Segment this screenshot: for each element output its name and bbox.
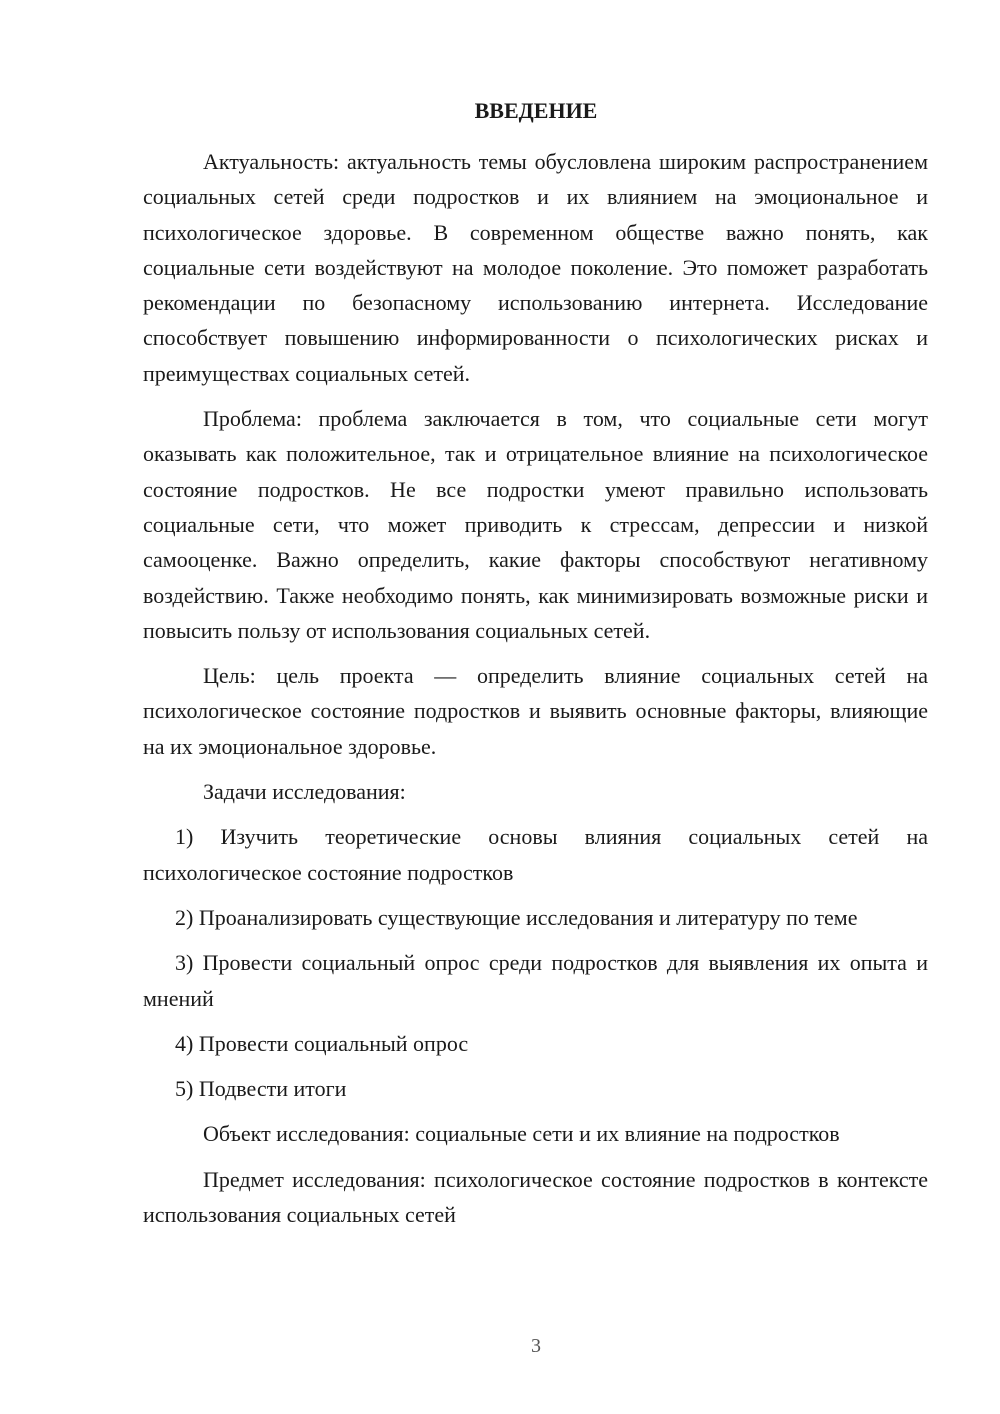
paragraph-problem: Проблема: проблема заключается в том, что социальные сети могут оказывать как положительное, так и отрицательное влияние на психологическое состояние подростков. Не все подростки умеют правильно использовать социальные сети, что может приводить к стрессам, депрессии и низкой самооценке. Важно определить, какие факторы способствуют негативному воздействию. Также необходимо понять, как минимизировать возможные риски и повысить пользу от использования социальных сетей. bbox=[143, 406, 928, 643]
task-item-1: 1) Изучить теоретические основы влияния социальных сетей на психологическое состояние подростков bbox=[143, 824, 928, 885]
task-item-5: 5) Подвести итоги bbox=[175, 1076, 347, 1102]
task-item-3: 3) Провести социальный опрос среди подростков для выявления их опыта и мнений bbox=[143, 950, 928, 1011]
paragraph-object: Объект исследования: социальные сети и их влияние на подростков bbox=[203, 1121, 840, 1147]
tasks-heading: Задачи исследования: bbox=[203, 779, 406, 805]
document-body bbox=[143, 144, 928, 1242]
paragraph-subject: Предмет исследования: психологическое состояние подростков в контексте использования социальных сетей bbox=[143, 1166, 928, 1228]
task-item-2: 2) Проанализировать существующие исследования и литературу по теме bbox=[175, 904, 858, 930]
paragraph-goal: Цель: цель проекта — определить влияние социальных сетей на психологическое состояние подростков и выявить основные факторы, влияющие на их эмоциональное здоровье. bbox=[143, 663, 928, 759]
page-number: 3 bbox=[531, 1335, 541, 1357]
paragraph-relevance: Актуальность: актуальность темы обусловлена широким распространением социальных сетей среди подростков и их влиянием на эмоциональное и психологическое здоровье. В современном обществе важно понять, как социальные сети воздействуют на молодое поколение. Это поможет разработать рекомендации по безопасному использованию интернета. Исследование способствует повышению информированности о психологических рисках и преимуществах социальных сетей. bbox=[143, 149, 928, 386]
task-item-4: 4) Провести социальный опрос bbox=[175, 1030, 469, 1056]
page-title: ВВЕДЕНИЕ bbox=[474, 98, 598, 123]
